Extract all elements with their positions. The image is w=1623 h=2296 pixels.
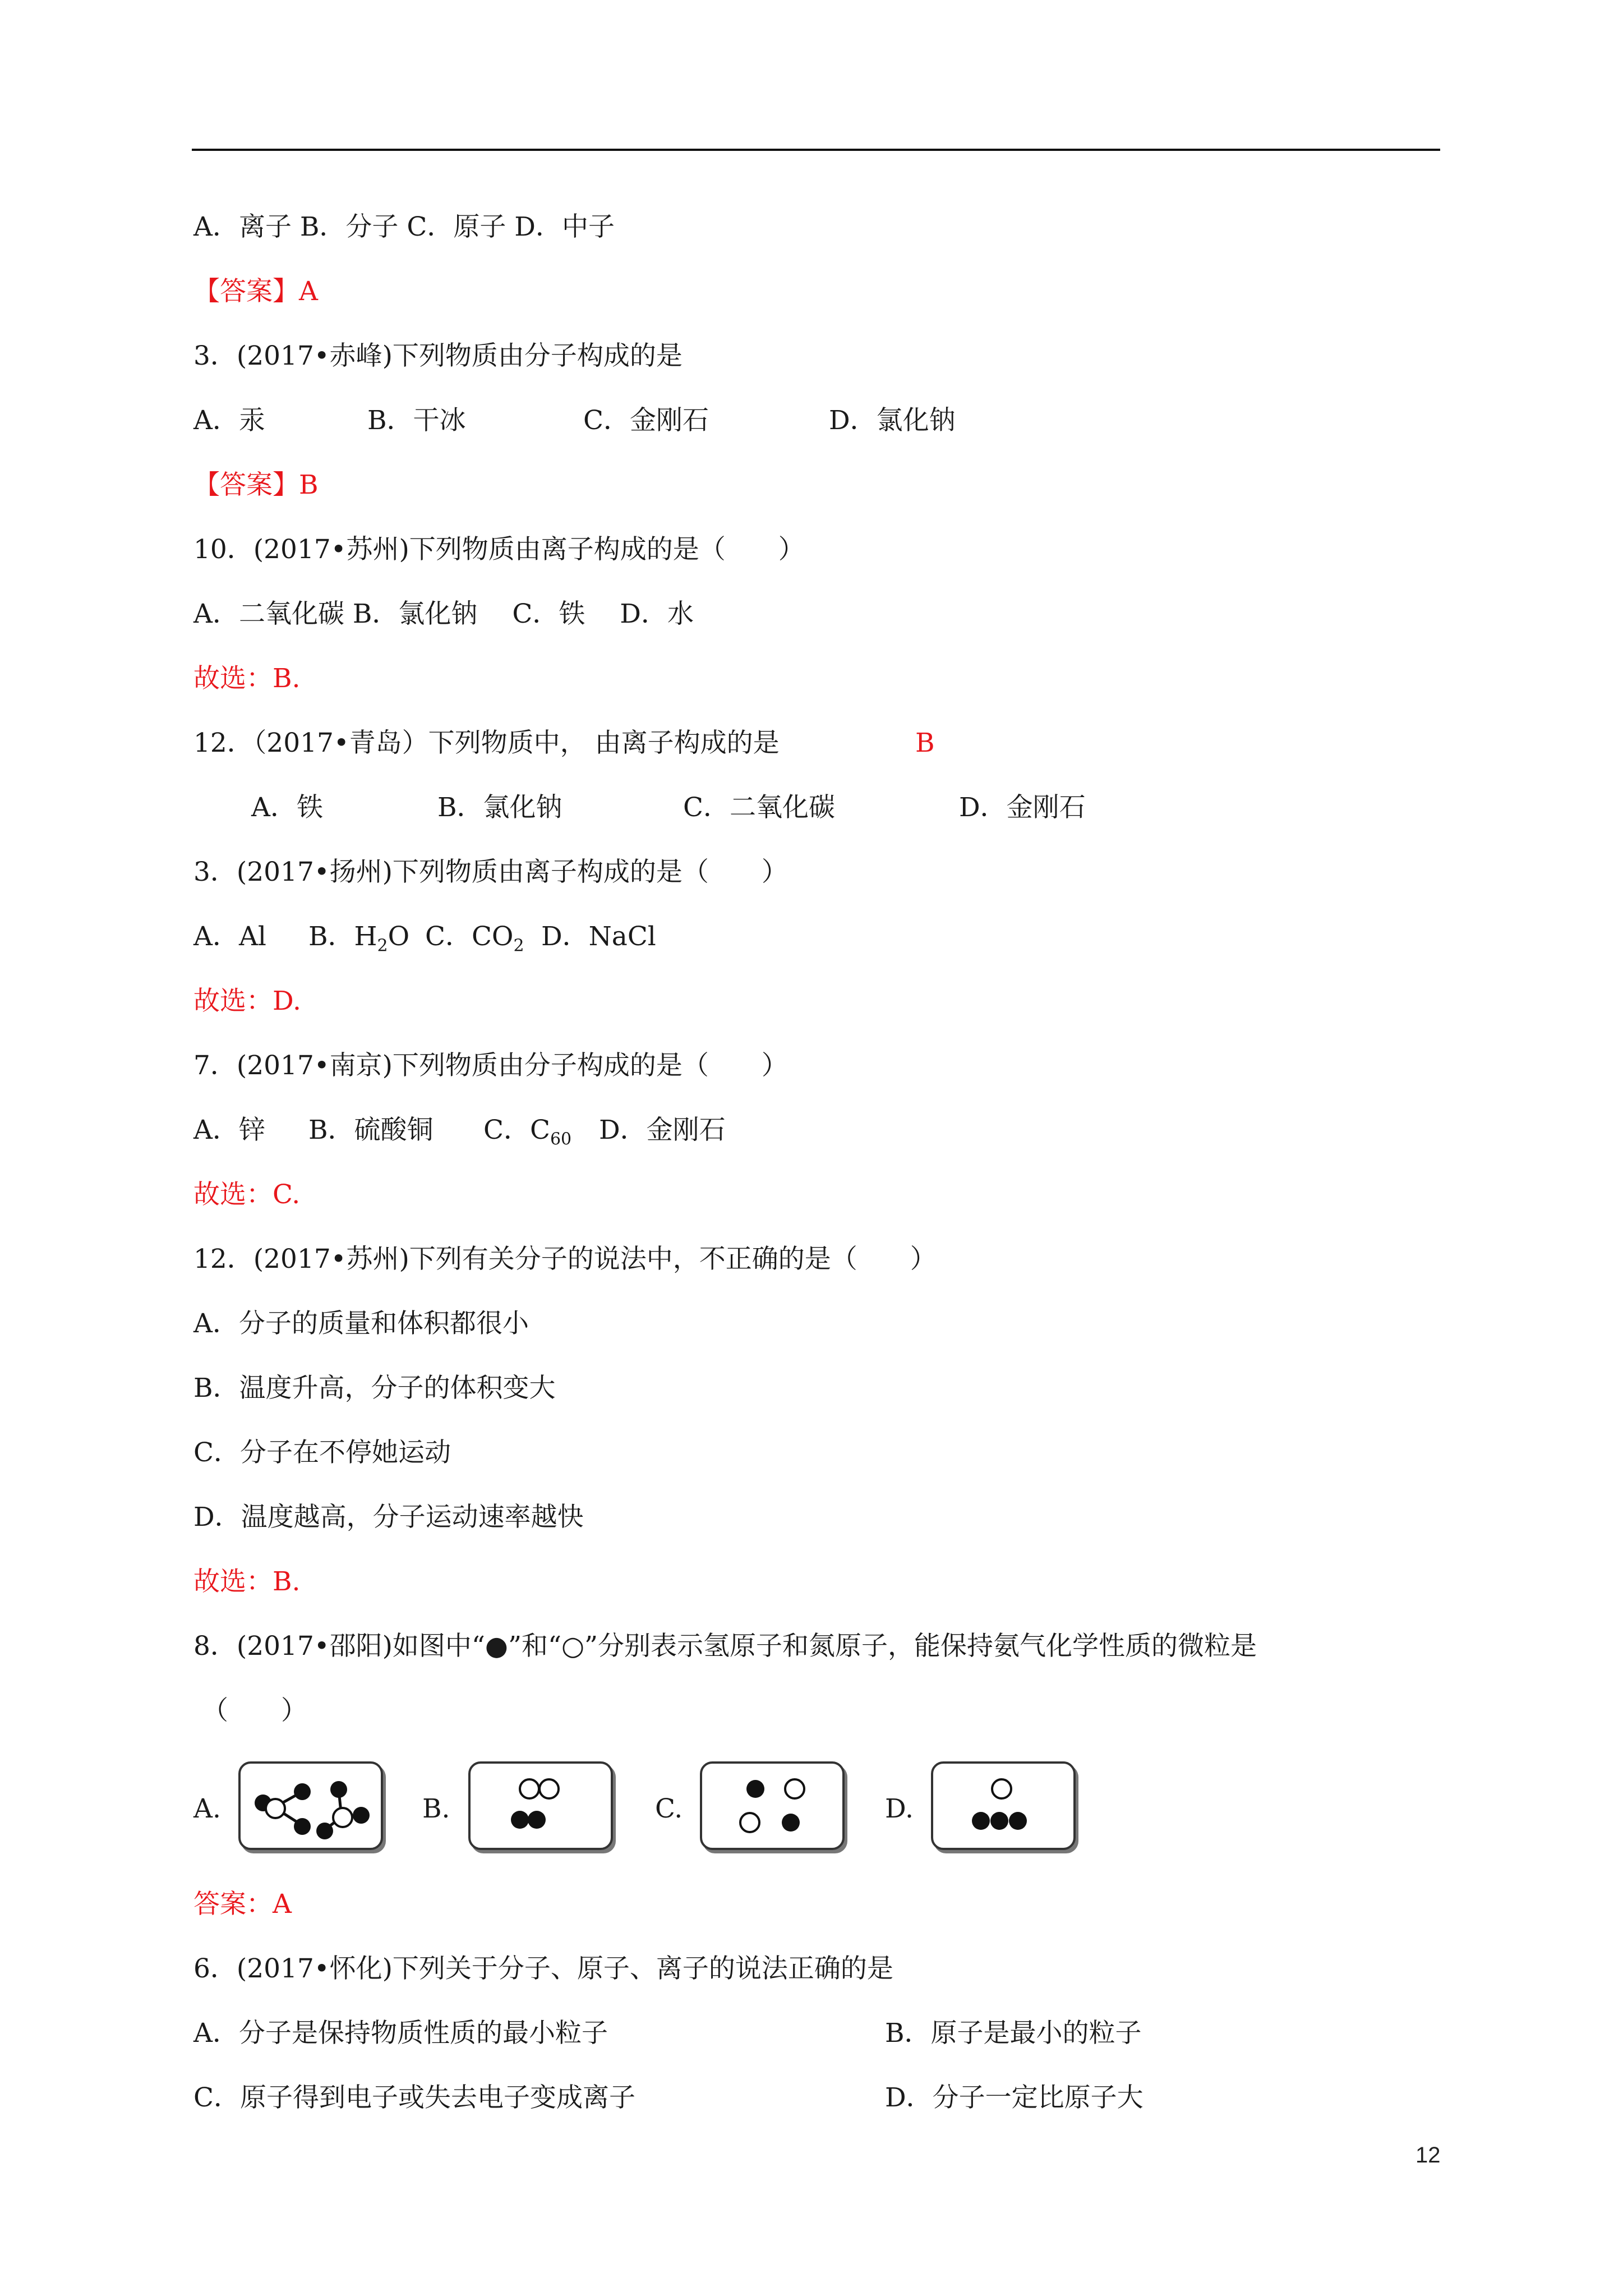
q1-option-c: C．金刚石 — [583, 405, 709, 436]
q4-stem: 3．(2017•扬州)下列物质由离子构成的是（ ） — [193, 857, 788, 887]
q8-stem: 6．(2017•怀化)下列关于分子、原子、离子的说法正确的是 — [193, 1953, 893, 1984]
q7-label-a: A. — [193, 1793, 221, 1824]
q3-inline-answer: B — [915, 728, 935, 758]
q8-option-b: B．原子是最小的粒子 — [885, 2018, 1142, 2049]
q8-option-d: D．分子一定比原子大 — [885, 2082, 1144, 2113]
q5-stem: 7．(2017•南京)下列物质由分子构成的是（ ） — [193, 1050, 788, 1081]
q2-stem: 10．(2017•苏州)下列物质由离子构成的是（ ） — [193, 534, 805, 565]
q8-option-c: C．原子得到电子或失去电子变成离子 — [193, 2082, 635, 2113]
q3-option-a: A．铁 — [251, 792, 323, 823]
q8-option-a: A．分子是保持物质性质的最小粒子 — [193, 2018, 608, 2049]
q3-option-d: D．金刚石 — [959, 792, 1086, 823]
q1-option-a: A．汞 — [193, 405, 265, 436]
q7-figure-d — [931, 1761, 1076, 1850]
q3-option-b: B．氯化钠 — [437, 792, 562, 823]
q7-paren: （ ） — [202, 1695, 307, 1726]
q4-option-c: C．$CO_2$ — [425, 921, 524, 956]
q0-answer: 【答案】A — [193, 276, 318, 307]
q1-stem: 3．(2017•赤峰)下列物质由分子构成的是 — [193, 341, 683, 371]
q3-stem: 12．（2017•青岛）下列物质中， 由离子构成的是 — [193, 728, 780, 758]
q7-figure-a — [238, 1761, 383, 1850]
q2-answer: 故选：B. — [193, 663, 301, 694]
q3-option-c: C．二氧化碳 — [683, 792, 835, 823]
q6-option-b: B．温度升高，分子的体积变大 — [193, 1373, 556, 1404]
q5-option-d: D．金刚石 — [599, 1115, 726, 1145]
q6-stem: 12．(2017•苏州)下列有关分子的说法中，不正确的是（ ） — [193, 1244, 937, 1274]
q4-option-b: B．$H_2O$ — [308, 921, 410, 956]
q7-stem: 8．(2017•邵阳)如图中“●”和“○”分别表示氢原子和氮原子，能保持氨气化学性质的微粒是 — [193, 1631, 1257, 1662]
q5-option-c: C．$C_{60}$ — [483, 1115, 572, 1149]
q5-answer: 故选：C. — [193, 1179, 301, 1210]
q5-option-b: B．硫酸铜 — [308, 1115, 434, 1145]
q1-answer: 【答案】B — [193, 470, 319, 500]
q6-option-d: D．温度越高，分子运动速率越快 — [193, 1502, 584, 1533]
q4-answer: 故选：D. — [193, 986, 301, 1016]
q4-option-d: D．NaCl — [541, 921, 656, 952]
q6-answer: 故选：B. — [193, 1566, 301, 1597]
q7-figure-c — [700, 1761, 845, 1850]
q6-option-a: A．分子的质量和体积都很小 — [193, 1308, 529, 1339]
q0-options: A．离子 B．分子 C．原子 D．中子 — [193, 211, 615, 242]
q7-answer: 答案：A — [193, 1889, 292, 1920]
q4-option-a: A．Al — [193, 921, 266, 952]
header-rule — [192, 149, 1440, 151]
q6-option-c: C．分子在不停她运动 — [193, 1437, 451, 1468]
q7-label-b: B. — [422, 1793, 450, 1824]
q7-figure-b — [468, 1761, 613, 1850]
q5-option-a: A．锌 — [193, 1115, 265, 1145]
q2-options: A．二氧化碳 B．氯化钠 C．铁 D．水 — [193, 599, 694, 629]
q7-label-d: D. — [885, 1793, 914, 1824]
q7-label-c: C. — [655, 1793, 683, 1824]
q1-option-d: D．氯化钠 — [829, 405, 956, 436]
page-number: 12 — [1415, 2143, 1441, 2168]
q1-option-b: B．干冰 — [367, 405, 466, 436]
